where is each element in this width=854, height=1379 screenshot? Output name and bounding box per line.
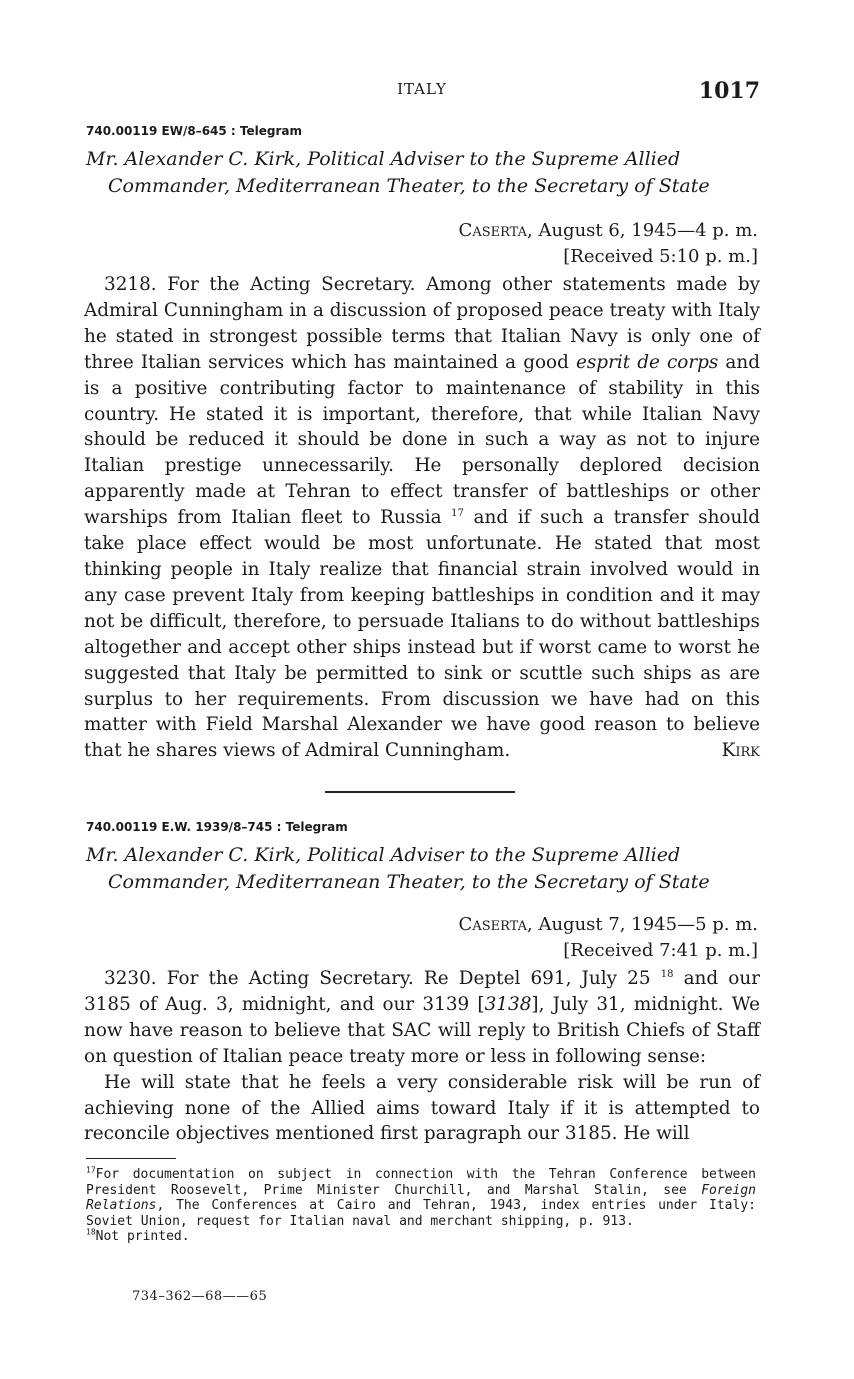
text-run: and if such a transfer should take place effect would be most unfortunate. He stated that most thinking people in Italy realize that financial strain involved would in any case prevent Italy from keeping battleships in condition and it may not be difficult, therefore, to persuade Italians to do without battleships altogether and accept other ships instead but if worst came to worst he suggested that Italy be permitted to sink or scuttle such ships as are surplus to her requirements. From discussion we have had on this matter with Field Marshal Alexander we have good reason to believe that he shares views of Admiral Cunningham. [84, 507, 760, 762]
document-heading [86, 842, 760, 896]
telegram-body [84, 966, 760, 1147]
signature: Kirk [721, 740, 760, 762]
file-number: 740.00119 E.W. 1939/8–745 : Telegram [86, 820, 348, 834]
printer-mark: 734–362—68——65 [132, 1289, 268, 1304]
running-head [84, 78, 760, 108]
text-run: ], July 31, midnight. We now have reason to believe that SAC will reply to British Chiefs of Staff on question of Italian peace treaty more or less in following sense: [84, 993, 760, 1067]
text-run: and is a positive contributing factor to maintenance of stability in this country. He stated it is important, therefore, that while Italian Navy should be reduced it should be done in such a way as not to injure Italian prestige unnecessarily. He personally deplored decision apparently made at Tehran to effect transfer of battleships or other warships from Italian fleet to Russia [84, 351, 760, 529]
dateline [459, 218, 758, 270]
file-number: 740.00119 EW/8–645 : Telegram [86, 124, 302, 138]
text-run: 3218. For the Acting Secretary. Among other statements made by Admiral Cunningham in a discussion of proposed peace treaty with Italy he stated in strongest possible terms that Italian Navy is only one of three Italian services which has maintained a good [84, 274, 760, 373]
paragraph [84, 272, 760, 764]
place: Caserta [458, 220, 528, 241]
text-run: 3230. For the Acting Secretary. Re Deptel 691, July 25 [104, 968, 661, 989]
italic-run: Foreign Relations [86, 1182, 756, 1213]
telegram-body [84, 272, 760, 764]
text-run: For documentation on subject in connection with the Tehran Conference between President Roosevelt, Prime Minister Churchill, and Marshal Stalin, see [86, 1167, 756, 1198]
footnote-rule [86, 1158, 176, 1159]
date: , August 6, 1945—4 p. m. [527, 220, 758, 241]
italic-run: esprit de corps [575, 351, 719, 373]
page-number: 1017 [698, 78, 760, 104]
text-run: and our 3185 of Aug. 3, midnight, and our 3139 [ [84, 968, 760, 1015]
footnote-ref: 17 [451, 508, 464, 520]
heading-line: Commander, Mediterranean Theater, to the Secretary of State [108, 175, 710, 197]
footnote [86, 1167, 756, 1229]
heading-line: Mr. Alexander C. Kirk, Political Adviser to the Supreme Allied [86, 844, 681, 866]
running-head-title: ITALY [397, 80, 447, 98]
footnote-ref: 18 [660, 968, 674, 980]
footnotes [86, 1167, 756, 1245]
footnote-marker: 17 [86, 1165, 96, 1175]
received-line: [Received 5:10 p. m.] [563, 246, 758, 267]
date: , August 7, 1945—5 p. m. [527, 914, 758, 935]
received-line: [Received 7:41 p. m.] [563, 940, 758, 961]
paragraph: He will state that he feels a very considerable risk will be run of achieving none of the Allied aims toward Italy if it is attempted to reconcile objectives mentioned first paragraph our 3185. He will [84, 1071, 760, 1145]
date-line [459, 218, 758, 244]
date-line [459, 912, 758, 938]
footnote-marker: 18 [86, 1227, 96, 1237]
paragraph [84, 966, 760, 1070]
footnote [86, 1229, 756, 1245]
dateline [459, 912, 758, 964]
section-divider [325, 791, 515, 793]
heading-line: Commander, Mediterranean Theater, to the Secretary of State [108, 871, 710, 893]
italic-run: 3138 [484, 993, 532, 1015]
text-run: , The Conferences at Cairo and Tehran, 1943, index entries under Italy: Soviet Union, request for Italian naval and merchant shipping, p. 913. [86, 1198, 756, 1229]
place: Caserta [458, 914, 528, 935]
text-run: Not printed. [95, 1229, 190, 1244]
document-heading [86, 146, 760, 200]
heading-line: Mr. Alexander C. Kirk, Political Adviser to the Supreme Allied [86, 148, 681, 170]
